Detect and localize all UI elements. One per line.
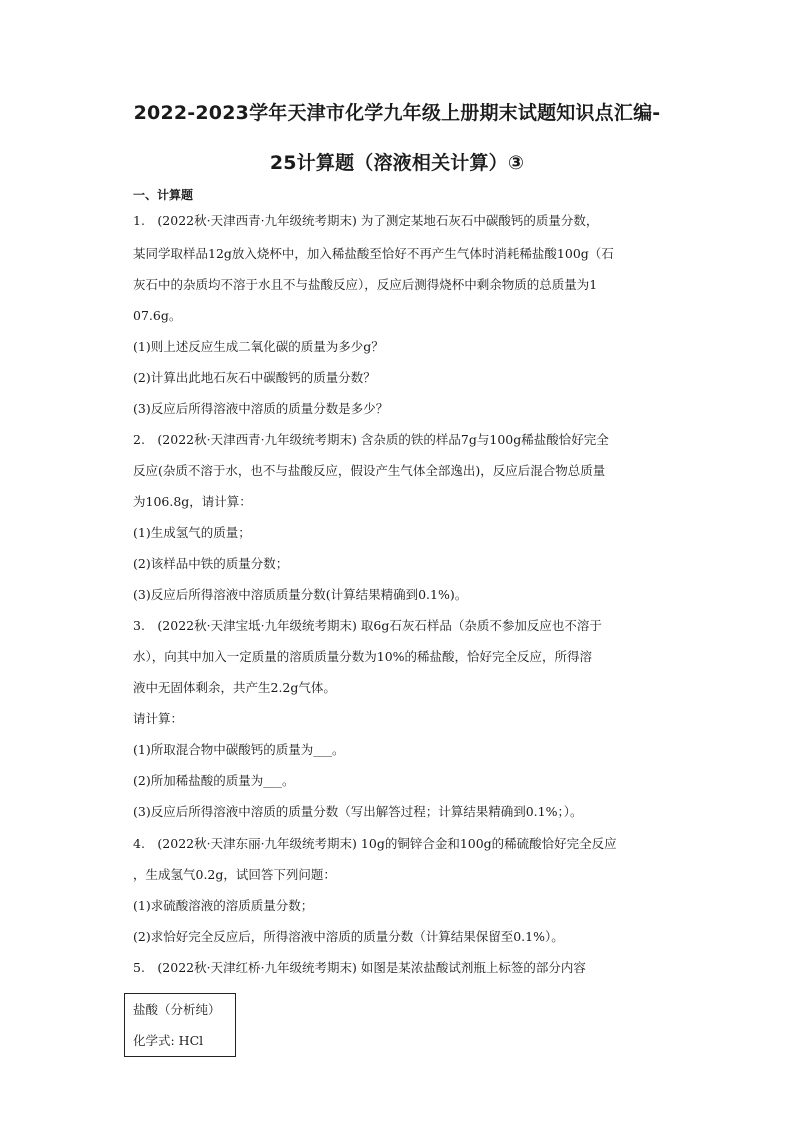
text-line: (2)求恰好完全反应后，所得溶液中溶质的质量分数（计算结果保留至0.1%）。 — [133, 929, 564, 944]
text-line: (1)生成氢气的质量； — [133, 525, 251, 540]
text-line: 4. (2022秋·天津东丽·九年级统考期末) 10g的铜锌合金和100g的稀硫酸恰好完全反应 — [133, 836, 617, 851]
text-line: 1. (2022秋·天津西青·九年级统考期末) 为了测定某地石灰石中碳酸钙的质量分数， — [133, 213, 599, 228]
text-line: 液中无固体剩余，共产生2.2g气体。 — [133, 680, 336, 695]
text-line: 为106.8g，请计算： — [133, 494, 252, 509]
text-line: 2. (2022秋·天津西青·九年级统考期末) 含杂质的铁的样品7g与100g稀盐酸恰好完全 — [133, 432, 609, 447]
text-line: 3. (2022秋·天津宝坻·九年级统考期末) 取6g石灰石样品（杂质不参加反应也不溶于 — [133, 618, 602, 633]
reagent-label-box — [124, 993, 236, 1057]
text-line: 请计算： — [133, 711, 184, 726]
document-title-line-2: 25计算题（溶液相关计算）③ — [269, 152, 525, 174]
text-line: 某同学取样品12g放入烧杯中，加入稀盐酸至恰好不再产生气体时消耗稀盐酸100g（石 — [133, 246, 614, 261]
text-line: 5. (2022秋·天津红桥·九年级统考期末) 如图是某浓盐酸试剂瓶上标签的部分内容 — [133, 960, 586, 975]
text-line: (3)反应后所得溶液中溶质的质量分数是多少？ — [133, 401, 389, 416]
text-line: 反应(杂质不溶于水，也不与盐酸反应，假设产生气体全部逸出)，反应后混合物总质量 — [133, 463, 606, 478]
reagent-label-formula: 化学式: HCl — [133, 1033, 204, 1048]
text-line: (3)反应后所得溶液中溶质质量分数(计算结果精确到0.1%)。 — [133, 587, 468, 602]
text-line: (1)所取混合物中碳酸钙的质量为___。 — [133, 742, 345, 757]
text-line: (3)反应后所得溶液中溶质的质量分数（写出解答过程；计算结果精确到0.1%；）。 — [133, 804, 583, 819]
text-line: (1)则上述反应生成二氧化碳的质量为多少g？ — [133, 339, 384, 354]
text-line: (2)计算出此地石灰石中碳酸钙的质量分数？ — [133, 370, 376, 385]
text-line: 灰石中的杂质均不溶于水且不与盐酸反应），反应后测得烧杯中剩余物质的总质量为1 — [133, 277, 598, 292]
document-title-line-1: 2022-2023学年天津市化学九年级上册期末试题知识点汇编- — [133, 102, 661, 124]
text-line: 水），向其中加入一定质量的溶质质量分数为10%的稀盐酸，恰好完全反应，所得溶 — [133, 649, 593, 664]
text-line: 07.6g。 — [133, 308, 182, 323]
text-line: ，生成氢气0.2g，试回答下列问题： — [133, 867, 336, 882]
text-line: (1)求硫酸溶液的溶质质量分数； — [133, 898, 314, 913]
section-heading: 一、计算题 — [133, 188, 194, 202]
text-line: (2)该样品中铁的质量分数； — [133, 556, 289, 571]
reagent-label-name: 盐酸（分析纯） — [133, 1002, 221, 1017]
text-line: (2)所加稀盐酸的质量为___。 — [133, 773, 295, 788]
